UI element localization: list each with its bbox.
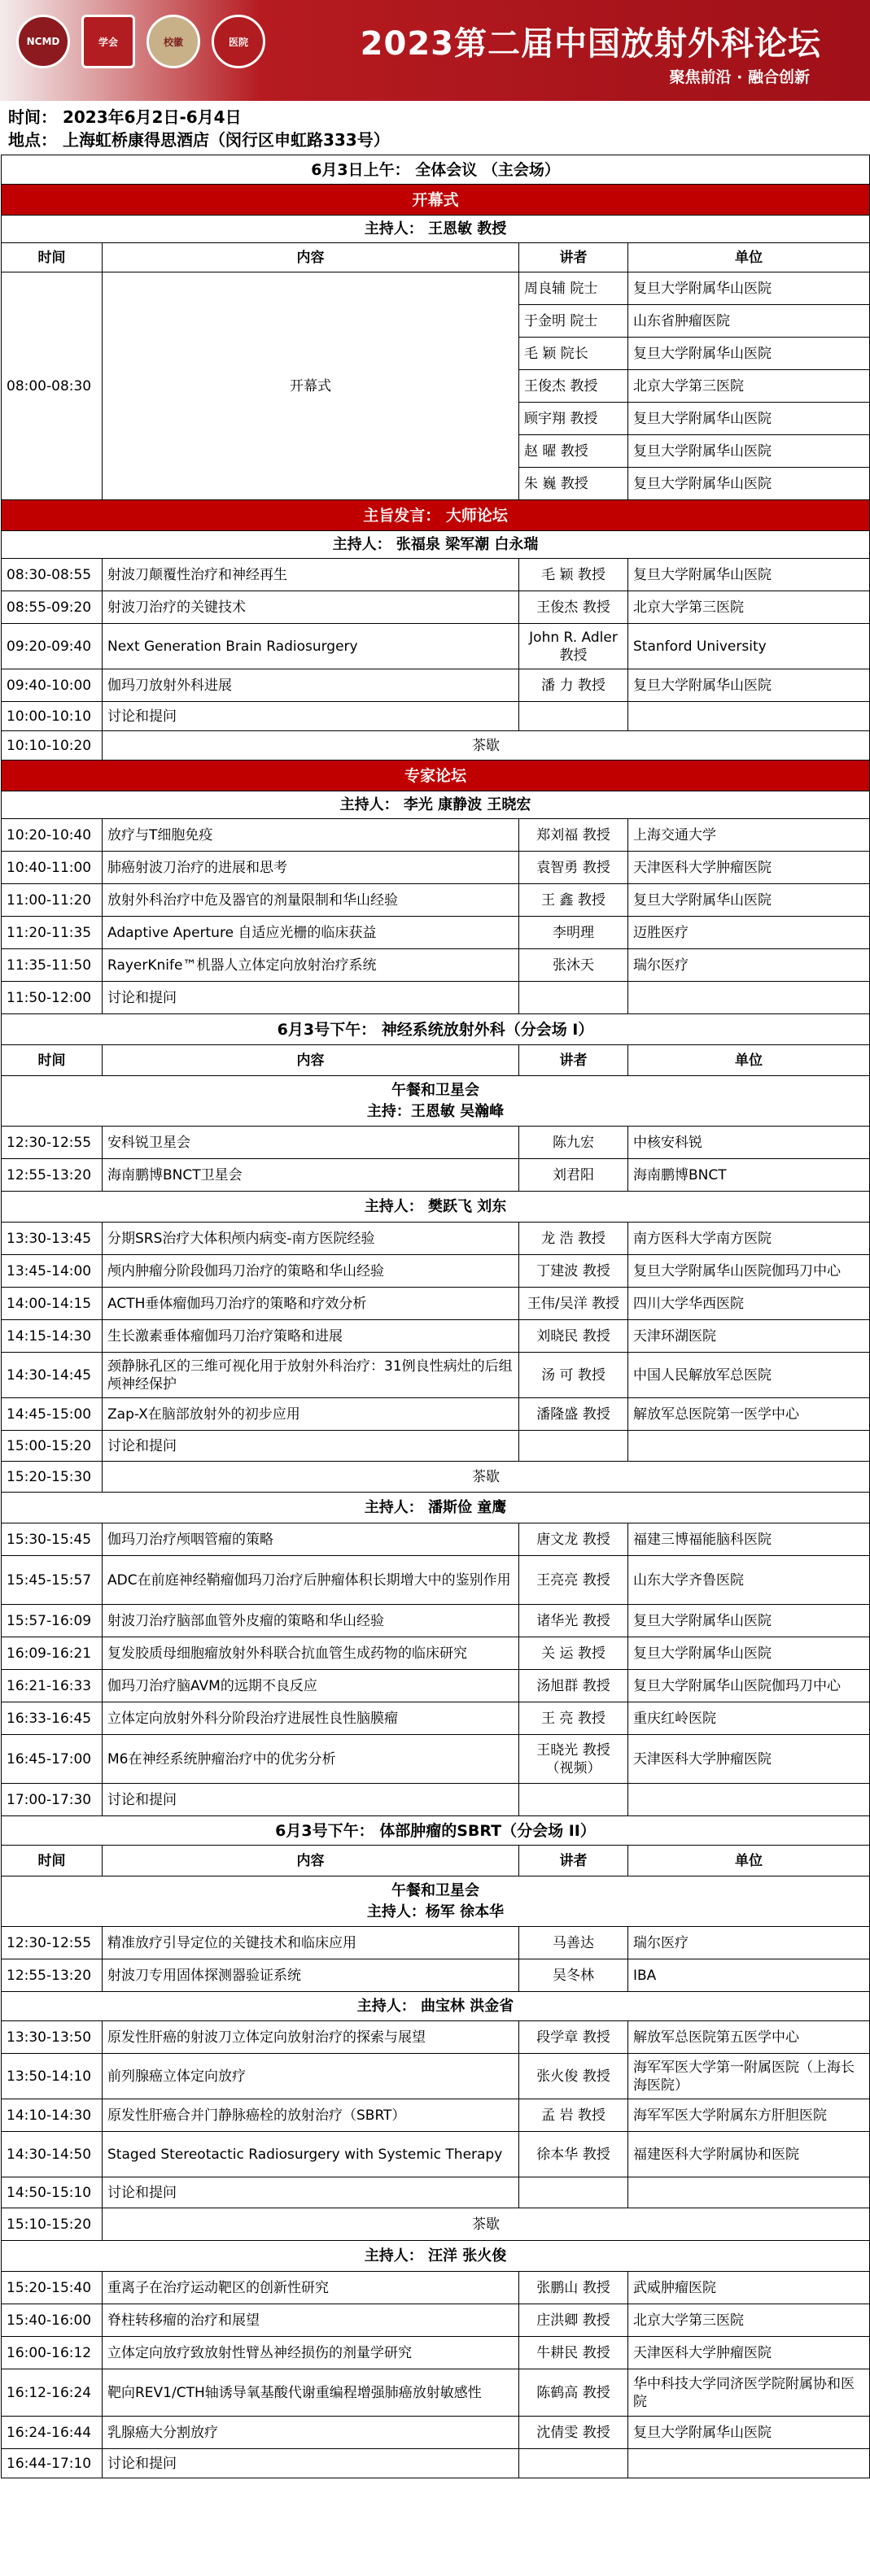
- speaker: 朱 巍 教授: [519, 468, 628, 500]
- organization: 海军军医大学附属东方肝胆医院: [628, 2099, 870, 2132]
- speaker-header: 讲者: [519, 1045, 628, 1076]
- talk-title: ADC在前庭神经鞘瘤伽玛刀治疗后肿瘤体积长期增大中的鉴别作用: [103, 1556, 519, 1605]
- session-time: 14:00-14:15: [2, 1288, 103, 1320]
- organization: 复旦大学附属华山医院: [628, 1637, 870, 1670]
- break-label: 茶歇: [103, 2208, 870, 2241]
- talk-title: 放射外科治疗中危及器官的剂量限制和华山经验: [103, 884, 519, 917]
- talk-title: 讨论和提问: [103, 2449, 519, 2478]
- talk-row: [2, 1670, 870, 1702]
- speaker: 顾宇翔 教授: [519, 403, 628, 435]
- organization: 北京大学第三医院: [628, 591, 870, 624]
- talk-row: [2, 1159, 870, 1192]
- organization: 复旦大学附属华山医院: [628, 2417, 870, 2449]
- session-time: 16:33-16:45: [2, 1702, 103, 1735]
- speaker: [519, 1784, 628, 1816]
- talk-row: [2, 1605, 870, 1637]
- speaker: 刘晓民 教授: [519, 1320, 628, 1353]
- speaker: 王亮亮 教授: [519, 1556, 628, 1605]
- talk-row: [2, 1523, 870, 1556]
- session-time: 16:00-16:12: [2, 2337, 103, 2369]
- talk-row: [2, 2449, 870, 2478]
- talk-title: 放疗与T细胞免疫: [103, 819, 519, 852]
- session-time: 08:55-09:20: [2, 591, 103, 624]
- speaker: 关 运 教授: [519, 1637, 628, 1670]
- talk-title: 讨论和提问: [103, 982, 519, 1014]
- talk-row: [2, 2369, 870, 2417]
- talk-title: 重离子在治疗运动靶区的创新性研究: [103, 2272, 519, 2304]
- lunch-line: 主持人：杨军 徐本华: [366, 1903, 505, 1920]
- organization: 华中科技大学同济医学院附属协和医院: [628, 2369, 870, 2417]
- session-time: 16:12-16:24: [2, 2369, 103, 2417]
- session-time: 09:20-09:40: [2, 624, 103, 669]
- talk-row: [2, 917, 870, 949]
- organization: 山东省肿瘤医院: [628, 305, 870, 338]
- event-info: [0, 101, 870, 155]
- talk-row: [2, 852, 870, 884]
- talk-row: [2, 1735, 870, 1784]
- speaker: 赵 曜 教授: [519, 435, 628, 468]
- organization: 解放军总医院第一医学中心: [628, 1398, 870, 1431]
- organization: 复旦大学附属华山医院伽玛刀中心: [628, 1670, 870, 1702]
- session-time: 17:00-17:30: [2, 1784, 103, 1816]
- organization: 复旦大学附属华山医院伽玛刀中心: [628, 1255, 870, 1288]
- speaker: 刘君阳: [519, 1159, 628, 1192]
- org-header: 单位: [628, 243, 870, 272]
- speaker: 毛 颖 教授: [519, 559, 628, 591]
- host-line: 主持人： 张福泉 梁军潮 白永瑞: [2, 531, 870, 559]
- opening-row: [2, 272, 870, 305]
- talk-row: [2, 2272, 870, 2304]
- session-time: 13:30-13:50: [2, 2021, 103, 2054]
- organization: 复旦大学附属华山医院: [628, 272, 870, 305]
- talk-title: 分期SRS治疗大体积颅内病变-南方医院经验: [103, 1223, 519, 1255]
- session-row: [2, 1014, 870, 1045]
- session-time: 15:20-15:40: [2, 2272, 103, 2304]
- talk-title: Next Generation Brain Radiosurgery: [103, 624, 519, 669]
- talk-title: 前列腺癌立体定向放疗: [103, 2054, 519, 2099]
- talk-row: [2, 624, 870, 669]
- organization: 复旦大学附属华山医院: [628, 884, 870, 917]
- talk-row: [2, 1959, 870, 1992]
- organization: [628, 982, 870, 1014]
- talk-row: [2, 1637, 870, 1670]
- speaker: 于金明 院士: [519, 305, 628, 338]
- session-time: 12:55-13:20: [2, 1959, 103, 1992]
- talk-row: [2, 1353, 870, 1398]
- talk-title: 颅内肿瘤分阶段伽玛刀治疗的策略和华山经验: [103, 1255, 519, 1288]
- organization: [628, 702, 870, 731]
- session-time: 08:00-08:30: [2, 272, 103, 500]
- organization: 山东大学齐鲁医院: [628, 1556, 870, 1605]
- section-title: 主旨发言： 大师论坛: [2, 500, 870, 531]
- speaker: 龙 浩 教授: [519, 1223, 628, 1255]
- session-time: 14:15-14:30: [2, 1320, 103, 1353]
- schedule-table: [1, 155, 870, 2478]
- talk-title: 射波刀颠覆性治疗和神经再生: [103, 559, 519, 591]
- talk-title: 生长激素垂体瘤伽玛刀治疗策略和进展: [103, 1320, 519, 1353]
- talk-title: 原发性肝癌合并门静脉癌栓的放射治疗（SBRT）: [103, 2099, 519, 2132]
- speaker-header: 讲者: [519, 243, 628, 272]
- talk-row: [2, 2337, 870, 2369]
- session-time: 11:50-12:00: [2, 982, 103, 1014]
- organization: 复旦大学附属华山医院: [628, 468, 870, 500]
- session-time: 14:10-14:30: [2, 2099, 103, 2132]
- organization: 复旦大学附属华山医院: [628, 1605, 870, 1637]
- session-title: 6月3日上午： 全体会议 （主会场）: [2, 155, 870, 185]
- time-header: 时间: [2, 243, 103, 272]
- host-line: 主持人： 樊跃飞 刘东: [2, 1192, 870, 1223]
- section-title: 专家论坛: [2, 761, 870, 791]
- talk-row: [2, 1927, 870, 1959]
- talk-row: [2, 982, 870, 1014]
- talk-title: 立体定向放疗致放射性臂丛神经损伤的剂量学研究: [103, 2337, 519, 2369]
- organization: Stanford University: [628, 624, 870, 669]
- content-header: 内容: [103, 1045, 519, 1076]
- organization: 复旦大学附属华山医院: [628, 435, 870, 468]
- organization: [628, 1784, 870, 1816]
- session-time: 16:09-16:21: [2, 1637, 103, 1670]
- speaker: 王俊杰 教授: [519, 370, 628, 403]
- break-row: [2, 2208, 870, 2241]
- university-seal-logo: 校徽: [146, 15, 200, 68]
- banner: [0, 0, 870, 101]
- session-time: 13:45-14:00: [2, 1255, 103, 1288]
- session-time: 10:10-10:20: [2, 731, 103, 761]
- speaker: 袁智勇 教授: [519, 852, 628, 884]
- talk-title: 伽玛刀治疗颅咽管瘤的策略: [103, 1523, 519, 1556]
- organization: [628, 1431, 870, 1462]
- ncmd-logo: NCMD: [16, 15, 70, 68]
- session-title: 6月3号下午： 神经系统放射外科（分会场 I）: [2, 1014, 870, 1045]
- talk-row: [2, 702, 870, 731]
- organization: 复旦大学附属华山医院: [628, 403, 870, 435]
- talk-row: [2, 2099, 870, 2132]
- hospital-logo: 医院: [212, 15, 265, 68]
- speaker: [519, 982, 628, 1014]
- time-header: 时间: [2, 1045, 103, 1076]
- speaker: 徐本华 教授: [519, 2132, 628, 2177]
- session-time: 10:20-10:40: [2, 819, 103, 852]
- section-row: [2, 185, 870, 216]
- talk-row: [2, 949, 870, 982]
- forum-title: 2023第二届中国放射外科论坛: [360, 25, 821, 63]
- org-header: 单位: [628, 1045, 870, 1076]
- session-row: [2, 155, 870, 185]
- talk-row: [2, 1255, 870, 1288]
- speaker: 郑刘福 教授: [519, 819, 628, 852]
- speaker: 陈九宏: [519, 1127, 628, 1159]
- session-time: 16:45-17:00: [2, 1735, 103, 1784]
- talk-row: [2, 1702, 870, 1735]
- speaker: 孟 岩 教授: [519, 2099, 628, 2132]
- speaker: 潘 力 教授: [519, 669, 628, 702]
- session-time: 16:24-16:44: [2, 2417, 103, 2449]
- talk-title: 精准放疗引导定位的关键技术和临床应用: [103, 1927, 519, 1959]
- host-row: [2, 531, 870, 559]
- organization: [628, 2177, 870, 2208]
- session-time: 11:20-11:35: [2, 917, 103, 949]
- speaker: 吴冬林: [519, 1959, 628, 1992]
- host-line: 主持人： 王恩敏 教授: [2, 216, 870, 243]
- speaker: 张鹏山 教授: [519, 2272, 628, 2304]
- session-time: 08:30-08:55: [2, 559, 103, 591]
- table-header-row: [2, 1045, 870, 1076]
- event-time: 时间： 2023年6月2日-6月4日: [8, 107, 242, 127]
- organization: 四川大学华西医院: [628, 1288, 870, 1320]
- session-time: 12:55-13:20: [2, 1159, 103, 1192]
- event-venue: 地点： 上海虹桥康得思酒店（闵行区申虹路333号）: [8, 130, 390, 150]
- lunch-line: 午餐和卫星会: [391, 1081, 480, 1099]
- host-row: [2, 216, 870, 243]
- organization: 福建医科大学附属协和医院: [628, 2132, 870, 2177]
- talk-title: Zap-X在脑部放射外的初步应用: [103, 1398, 519, 1431]
- session-time: 14:30-14:45: [2, 1353, 103, 1398]
- session-content: 开幕式: [103, 272, 519, 500]
- talk-title: 乳腺癌大分割放疗: [103, 2417, 519, 2449]
- speaker: 汤旭群 教授: [519, 1670, 628, 1702]
- talk-title: 颈静脉孔区的三维可视化用于放射外科治疗：31例良性病灶的后组颅神经保护: [103, 1353, 519, 1398]
- session-time: 15:57-16:09: [2, 1605, 103, 1637]
- lunch-line: 午餐和卫星会: [391, 1881, 480, 1899]
- speaker: 牛耕民 教授: [519, 2337, 628, 2369]
- organization: 海南鹏博BNCT: [628, 1159, 870, 1192]
- speaker: 张火俊 教授: [519, 2054, 628, 2099]
- talk-title: 肺癌射波刀治疗的进展和思考: [103, 852, 519, 884]
- break-label: 茶歇: [103, 731, 870, 761]
- talk-row: [2, 1784, 870, 1816]
- host-row: [2, 1992, 870, 2021]
- break-row: [2, 1462, 870, 1493]
- speaker: 王晓光 教授（视频）: [519, 1735, 628, 1784]
- session-time: 11:00-11:20: [2, 884, 103, 917]
- talk-title: 讨论和提问: [103, 1431, 519, 1462]
- talk-row: [2, 884, 870, 917]
- society-logo: 学会: [81, 15, 135, 68]
- host-line: 主持人： 曲宝林 洪金省: [2, 1992, 870, 2021]
- content-header: 内容: [103, 243, 519, 272]
- speaker: [519, 2177, 628, 2208]
- session-time: 10:40-11:00: [2, 852, 103, 884]
- talk-title: 复发胶质母细胞瘤放射外科联合抗血管生成药物的临床研究: [103, 1637, 519, 1670]
- session-time: 15:45-15:57: [2, 1556, 103, 1605]
- talk-title: Staged Stereotactic Radiosurgery with Systemic Therapy: [103, 2132, 519, 2177]
- talk-row: [2, 2021, 870, 2054]
- speaker: John R. Adler 教授: [519, 624, 628, 669]
- speaker: 沈倩雯 教授: [519, 2417, 628, 2449]
- speaker: [519, 702, 628, 731]
- organization: 复旦大学附属华山医院: [628, 559, 870, 591]
- talk-title: 射波刀治疗脑部血管外皮瘤的策略和华山经验: [103, 1605, 519, 1637]
- org-header: 单位: [628, 1846, 870, 1876]
- talk-row: [2, 819, 870, 852]
- host-row: [2, 1493, 870, 1523]
- speaker: 王俊杰 教授: [519, 591, 628, 624]
- speaker: 潘隆盛 教授: [519, 1398, 628, 1431]
- talk-title: ACTH垂体瘤伽玛刀治疗的策略和疗效分析: [103, 1288, 519, 1320]
- session-time: 13:30-13:45: [2, 1223, 103, 1255]
- session-time: 13:50-14:10: [2, 2054, 103, 2099]
- session-time: 10:00-10:10: [2, 702, 103, 731]
- organization: 中核安科锐: [628, 1127, 870, 1159]
- session-time: 12:30-12:55: [2, 1927, 103, 1959]
- speaker: [519, 2449, 628, 2478]
- section-row: [2, 761, 870, 791]
- session-time: 15:40-16:00: [2, 2304, 103, 2337]
- talk-title: M6在神经系统肿瘤治疗中的优劣分析: [103, 1735, 519, 1784]
- session-time: 15:30-15:45: [2, 1523, 103, 1556]
- talk-title: 海南鹏博BNCT卫星会: [103, 1159, 519, 1192]
- session-time: 11:35-11:50: [2, 949, 103, 982]
- organization: 海军军医大学第一附属医院（上海长海医院）: [628, 2054, 870, 2099]
- organization: 福建三博福能脑科医院: [628, 1523, 870, 1556]
- talk-title: 脊柱转移瘤的治疗和展望: [103, 2304, 519, 2337]
- lunch-line: 主持：王恩敏 吴瀚峰: [366, 1102, 505, 1120]
- organization: 南方医科大学南方医院: [628, 1223, 870, 1255]
- talk-title: Adaptive Aperture 自适应光栅的临床获益: [103, 917, 519, 949]
- organization: 天津环湖医院: [628, 1320, 870, 1353]
- lunch-row: [2, 1076, 870, 1127]
- session-time: 14:50-15:10: [2, 2177, 103, 2208]
- talk-row: [2, 2304, 870, 2337]
- section-row: [2, 500, 870, 531]
- talk-title: 讨论和提问: [103, 2177, 519, 2208]
- talk-row: [2, 1556, 870, 1605]
- talk-row: [2, 1223, 870, 1255]
- organization: 中国人民解放军总医院: [628, 1353, 870, 1398]
- session-row: [2, 1816, 870, 1846]
- talk-title: 安科锐卫星会: [103, 1127, 519, 1159]
- speaker: 陈鹤高 教授: [519, 2369, 628, 2417]
- talk-title: 立体定向放射外科分阶段治疗进展性良性脑膜瘤: [103, 1702, 519, 1735]
- organization: 天津医科大学肿瘤医院: [628, 1735, 870, 1784]
- host-line: 主持人： 李光 康静波 王晓宏: [2, 791, 870, 819]
- organization: 重庆红岭医院: [628, 1702, 870, 1735]
- organization: 天津医科大学肿瘤医院: [628, 2337, 870, 2369]
- talk-title: 靶向REV1/CTH轴诱导氧基酸代谢重编程增强肺癌放射敏感性: [103, 2369, 519, 2417]
- session-time: 15:00-15:20: [2, 1431, 103, 1462]
- lunch-row: [2, 1876, 870, 1927]
- organization: 天津医科大学肿瘤医院: [628, 852, 870, 884]
- organization: IBA: [628, 1959, 870, 1992]
- session-time: 12:30-12:55: [2, 1127, 103, 1159]
- speaker: 唐文龙 教授: [519, 1523, 628, 1556]
- organization: 瑞尔医疗: [628, 1927, 870, 1959]
- organization: [628, 2449, 870, 2478]
- talk-title: 讨论和提问: [103, 702, 519, 731]
- speaker: 马善达: [519, 1927, 628, 1959]
- talk-row: [2, 559, 870, 591]
- speaker: 王伟/吴洋 教授: [519, 1288, 628, 1320]
- organization: 瑞尔医疗: [628, 949, 870, 982]
- organization: 复旦大学附属华山医院: [628, 669, 870, 702]
- host-row: [2, 1192, 870, 1223]
- session-time: 14:30-14:50: [2, 2132, 103, 2177]
- talk-row: [2, 1127, 870, 1159]
- host-row: [2, 791, 870, 819]
- session-time: 14:45-15:00: [2, 1398, 103, 1431]
- forum-subtitle: 聚焦前沿 · 融合创新: [669, 68, 810, 86]
- table-header-row: [2, 243, 870, 272]
- logo-group: [16, 15, 265, 68]
- talk-row: [2, 2177, 870, 2208]
- talk-title: 伽玛刀放射外科进展: [103, 669, 519, 702]
- talk-row: [2, 669, 870, 702]
- host-line: 主持人： 汪洋 张火俊: [2, 2241, 870, 2272]
- time-header: 时间: [2, 1846, 103, 1876]
- host-row: [2, 2241, 870, 2272]
- speaker: 汤 可 教授: [519, 1353, 628, 1398]
- speaker: 王 亮 教授: [519, 1702, 628, 1735]
- talk-row: [2, 2054, 870, 2099]
- talk-row: [2, 2417, 870, 2449]
- talk-title: 射波刀治疗的关键技术: [103, 591, 519, 624]
- organization: 上海交通大学: [628, 819, 870, 852]
- speaker: 诸华光 教授: [519, 1605, 628, 1637]
- content-header: 内容: [103, 1846, 519, 1876]
- speaker: 张沐天: [519, 949, 628, 982]
- break-row: [2, 731, 870, 761]
- session-time: 09:40-10:00: [2, 669, 103, 702]
- speaker: 周良辅 院士: [519, 272, 628, 305]
- talk-title: 讨论和提问: [103, 1784, 519, 1816]
- speaker: 庄洪卿 教授: [519, 2304, 628, 2337]
- organization: 北京大学第三医院: [628, 2304, 870, 2337]
- lunch-title: [2, 1076, 870, 1127]
- break-label: 茶歇: [103, 1462, 870, 1493]
- talk-title: 射波刀专用固体探测器验证系统: [103, 1959, 519, 1992]
- section-title: 开幕式: [2, 185, 870, 216]
- talk-title: 伽玛刀治疗脑AVM的远期不良反应: [103, 1670, 519, 1702]
- host-line: 主持人： 潘斯俭 童鹰: [2, 1493, 870, 1523]
- speaker: 段学章 教授: [519, 2021, 628, 2054]
- speaker: 毛 颖 院长: [519, 338, 628, 370]
- table-header-row: [2, 1846, 870, 1876]
- talk-row: [2, 1288, 870, 1320]
- talk-row: [2, 1431, 870, 1462]
- session-time: 15:10-15:20: [2, 2208, 103, 2241]
- speaker: 李明理: [519, 917, 628, 949]
- session-time: 16:21-16:33: [2, 1670, 103, 1702]
- organization: 北京大学第三医院: [628, 370, 870, 403]
- speaker: 丁建波 教授: [519, 1255, 628, 1288]
- speaker: 王 鑫 教授: [519, 884, 628, 917]
- talk-title: RayerKnife™机器人立体定向放射治疗系统: [103, 949, 519, 982]
- session-time: 15:20-15:30: [2, 1462, 103, 1493]
- talk-row: [2, 2132, 870, 2177]
- session-title: 6月3号下午： 体部肿瘤的SBRT（分会场 II）: [2, 1816, 870, 1846]
- talk-row: [2, 1320, 870, 1353]
- talk-row: [2, 1398, 870, 1431]
- talk-row: [2, 591, 870, 624]
- session-time: 16:44-17:10: [2, 2449, 103, 2478]
- speaker-header: 讲者: [519, 1846, 628, 1876]
- lunch-title: [2, 1876, 870, 1927]
- organization: 解放军总医院第五医学中心: [628, 2021, 870, 2054]
- organization: 复旦大学附属华山医院: [628, 338, 870, 370]
- organization: 武威肿瘤医院: [628, 2272, 870, 2304]
- organization: 迈胜医疗: [628, 917, 870, 949]
- speaker: [519, 1431, 628, 1462]
- talk-title: 原发性肝癌的射波刀立体定向放射治疗的探索与展望: [103, 2021, 519, 2054]
